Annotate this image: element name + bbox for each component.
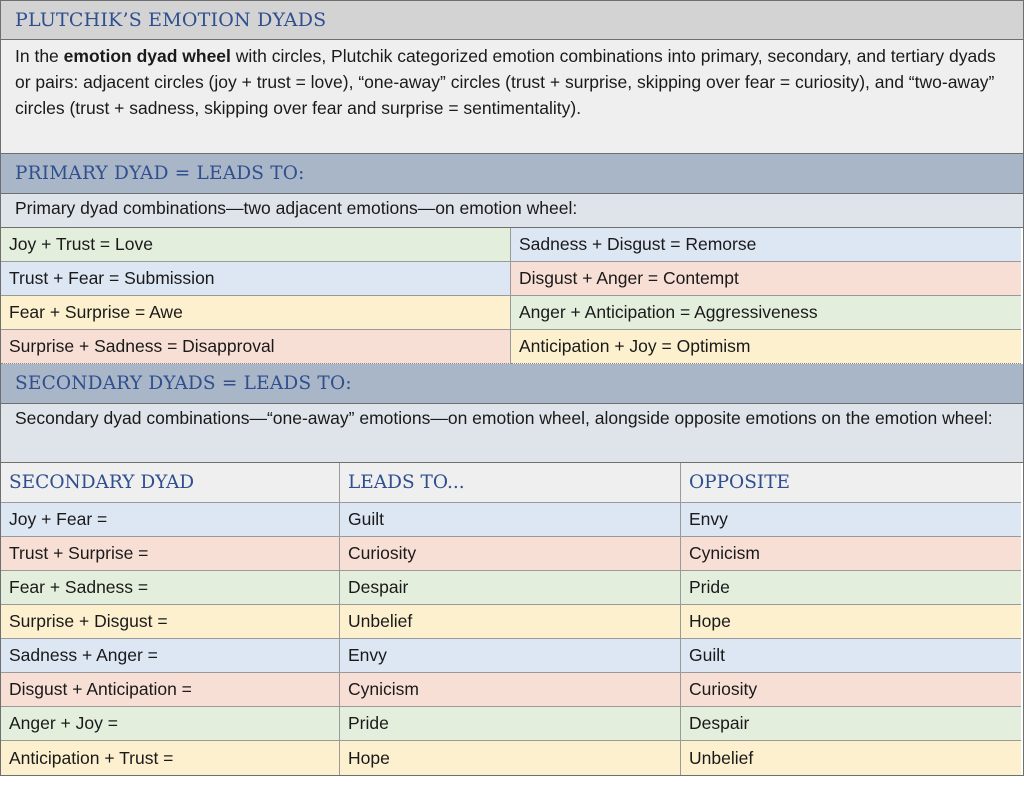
leads-to-cell: Despair bbox=[340, 571, 681, 605]
leads-to-cell: Hope bbox=[340, 741, 681, 775]
dyad-cell: Joy + Fear = bbox=[1, 503, 340, 537]
dyad-cell: Fear + Sadness = bbox=[1, 571, 340, 605]
intro-after: with circles, Plutchik categorized emotion combinations into primary, secondary, and tertiary dyads or pairs: adjacent circles (joy + trust = love), “one-away” circles (trust + surprise, skipping over fear = curiosity), and “two-away” circles (trust + sadness, skipping over fear and surprise = sentimentality). bbox=[15, 46, 996, 118]
primary-cell: Surprise + Sadness = Disapproval bbox=[1, 330, 511, 364]
column-header-opposite: OPPOSITE bbox=[681, 463, 1021, 503]
intro-bold-term: emotion dyad wheel bbox=[63, 46, 231, 66]
leads-to-cell: Envy bbox=[340, 639, 681, 673]
intro-before: In the bbox=[15, 46, 64, 66]
column-header-dyad: SECONDARY DYAD bbox=[1, 463, 340, 503]
opposite-cell: Curiosity bbox=[681, 673, 1021, 707]
opposite-cell: Pride bbox=[681, 571, 1021, 605]
column-header-leads-to: LEADS TO... bbox=[340, 463, 681, 503]
secondary-dyad-table bbox=[1, 463, 1023, 775]
opposite-cell: Envy bbox=[681, 503, 1021, 537]
leads-to-cell: Guilt bbox=[340, 503, 681, 537]
secondary-description: Secondary dyad combinations—“one-away” emotions—on emotion wheel, alongside opposite emotions on the emotion wheel: bbox=[1, 404, 1023, 463]
page-title: PLUTCHIK’S EMOTION DYADS bbox=[1, 0, 1023, 40]
dyad-cell: Disgust + Anticipation = bbox=[1, 673, 340, 707]
secondary-heading: SECONDARY DYADS = LEADS TO: bbox=[1, 364, 1023, 404]
leads-to-cell: Pride bbox=[340, 707, 681, 741]
primary-heading: PRIMARY DYAD = LEADS TO: bbox=[1, 154, 1023, 194]
opposite-cell: Guilt bbox=[681, 639, 1021, 673]
opposite-cell: Despair bbox=[681, 707, 1021, 741]
dyad-cell: Anger + Joy = bbox=[1, 707, 340, 741]
dyad-cell: Sadness + Anger = bbox=[1, 639, 340, 673]
intro-paragraph bbox=[1, 40, 1023, 154]
primary-cell: Disgust + Anger = Contempt bbox=[511, 262, 1021, 296]
opposite-cell: Cynicism bbox=[681, 537, 1021, 571]
primary-dyad-grid bbox=[1, 228, 1023, 364]
primary-cell: Joy + Trust = Love bbox=[1, 228, 511, 262]
leads-to-cell: Cynicism bbox=[340, 673, 681, 707]
primary-cell: Anger + Anticipation = Aggressiveness bbox=[511, 296, 1021, 330]
primary-description: Primary dyad combinations—two adjacent emotions—on emotion wheel: bbox=[1, 194, 1023, 228]
leads-to-cell: Curiosity bbox=[340, 537, 681, 571]
dyad-cell: Anticipation + Trust = bbox=[1, 741, 340, 775]
primary-cell: Trust + Fear = Submission bbox=[1, 262, 511, 296]
opposite-cell: Unbelief bbox=[681, 741, 1021, 775]
primary-cell: Fear + Surprise = Awe bbox=[1, 296, 511, 330]
dyad-cell: Trust + Surprise = bbox=[1, 537, 340, 571]
leads-to-cell: Unbelief bbox=[340, 605, 681, 639]
opposite-cell: Hope bbox=[681, 605, 1021, 639]
primary-cell: Sadness + Disgust = Remorse bbox=[511, 228, 1021, 262]
dyad-cell: Surprise + Disgust = bbox=[1, 605, 340, 639]
primary-cell: Anticipation + Joy = Optimism bbox=[511, 330, 1021, 364]
